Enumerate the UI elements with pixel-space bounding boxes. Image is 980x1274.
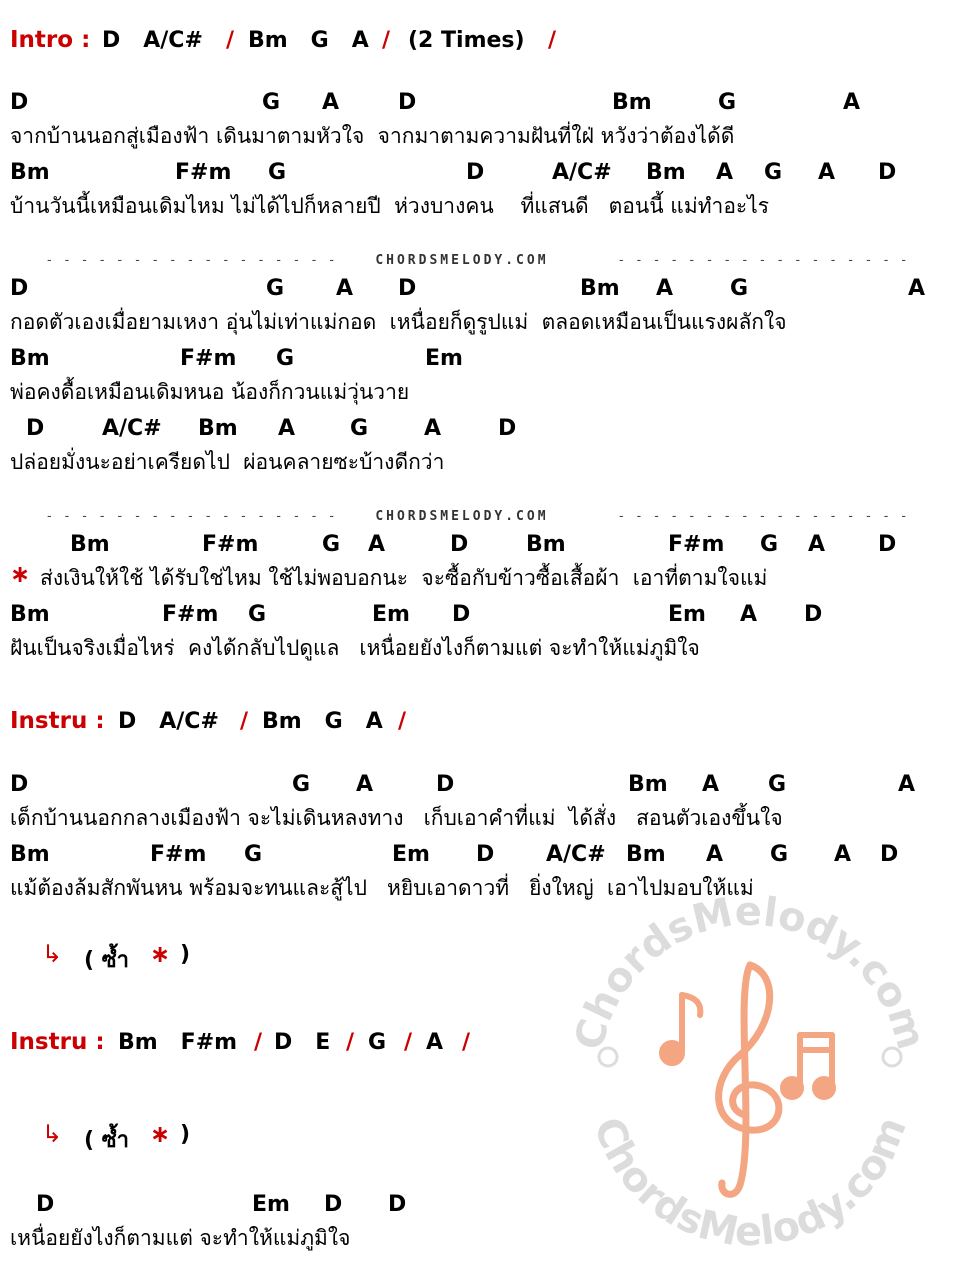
treble-clef-icon [719,965,779,1194]
lyric-line: ฝันเป็นจริงเมื่อไหร่ คงได้กลับไปดูแล เหนื่อยยังไงก็ตามแต่ จะทำให้แม่ภูมิใจ [10,636,700,660]
slash: / [226,28,235,53]
instru-chords-2: D E [274,1030,331,1055]
chord: A [336,276,354,301]
chord: Bm [580,276,620,301]
chord: A/C# [552,160,612,185]
double-note-icon [783,1035,833,1097]
intro-chords-2: Bm G A [248,28,369,53]
lyric-line: กอดตัวเองเมื่อยามเหงา อุ่นไม่เท่าแม่กอด เหนื่อยก็ดูรูปแม่ ตลอดเหมือนเป็นแรงผลักใจ [10,310,787,334]
separator-dashes: - - - - - - - - - - - - - - - - - [617,253,909,268]
chord: D [452,602,471,627]
intro-chords-1: D A/C# [102,28,203,53]
chord: A [424,416,442,441]
chord: D [804,602,823,627]
chord: Bm [70,532,110,557]
lyric-line: พ่อคงดื้อเหมือนเดิมหนอ น้องก็กวนแม่วุ่นวาย [10,380,410,404]
chorus-star-icon: ∗ [10,560,31,588]
watermark-text-top: ChordsMelody.com [566,888,935,1055]
repeat-close: ) [180,942,191,967]
chord: A [716,160,734,185]
slash: / [404,1030,413,1055]
chord: D [878,160,897,185]
chord: A [834,842,852,867]
chord: D [878,532,897,557]
return-arrow-icon: ↳ [42,1120,63,1148]
chord: A [908,276,926,301]
slash: / [548,28,557,53]
chord: D [450,532,469,557]
chord: A [818,160,836,185]
chord: Bm [628,772,668,797]
chord: G [292,772,311,797]
chord: D [398,90,417,115]
chord: F#m [202,532,259,557]
slash: / [398,709,407,734]
repeat-star-icon: ∗ [150,940,171,968]
lyric-line: เด็กบ้านนอกกลางเมืองฟ้า จะไม่เดินหลงทาง เก็บเอาคำที่แม่ ได้สั่ง สอนตัวเองขึ้นใจ [10,806,783,830]
chord: G [276,346,295,371]
chord: Bm [526,532,566,557]
chord: D [10,90,29,115]
chord: Bm [626,842,666,867]
chord: F#m [162,602,219,627]
chord: Em [425,346,463,371]
return-arrow-icon: ↳ [42,940,63,968]
chord: D [10,276,29,301]
watermark-text-bottom: ChordsMelody.com [584,1110,916,1256]
separator [10,494,337,539]
intro-times: (2 Times) [408,28,525,53]
lyric-line: บ้านวันนี้เหมือนเดิมไหม ไม่ได้ไปก็หลายปี ห่วงบางคน ที่แสนดี ตอนนี้ แม่ทำอะไร [10,194,770,218]
repeat-text: ( ซ้ำ [84,948,129,973]
instru-label: Instru : [10,1029,105,1055]
instru-chords-1: Bm F#m [118,1030,238,1055]
chord: G [770,842,789,867]
chord: A [898,772,916,797]
chord: D [466,160,485,185]
repeat-close: ) [180,1122,191,1147]
chord: A [368,532,386,557]
chord: F#m [180,346,237,371]
chord: A [322,90,340,115]
slash: / [462,1030,471,1055]
chord: G [760,532,779,557]
chord: Bm [10,842,50,867]
chord: G [322,532,341,557]
chord: A [702,772,720,797]
slash: / [346,1030,355,1055]
chord: G [244,842,263,867]
chord: D [498,416,517,441]
lyric-line: ปล่อยมั่งนะอย่าเครียดไป ผ่อนคลายซะบ้างดีกว่า [10,450,445,474]
chord: Em [668,602,706,627]
chord: Em [392,842,430,867]
chord: A [706,842,724,867]
instru-chords-3: G [368,1030,387,1055]
chord: Em [252,1192,290,1217]
slash: / [254,1030,263,1055]
music-note-icon [662,995,700,1063]
chord: D [880,842,899,867]
chord: F#m [175,160,232,185]
separator [582,494,909,539]
repeat-text: ( ซ้ำ [84,1128,129,1153]
chord: D [26,416,45,441]
chord: Em [372,602,410,627]
instru-chords-1: D A/C# [118,709,219,734]
chord: G [248,602,267,627]
chord: D [36,1192,55,1217]
chord: F#m [150,842,207,867]
lyric-line: เหนื่อยยังไงก็ตามแต่ จะทำให้แม่ภูมิใจ [10,1226,351,1250]
chord: D [10,772,29,797]
chord: G [266,276,285,301]
chord: D [476,842,495,867]
repeat-star-icon: ∗ [150,1120,171,1148]
instru-label: Instru : [10,708,105,734]
chord: G [768,772,787,797]
chord: A [740,602,758,627]
intro-label: Intro : [10,27,91,53]
separator-dashes: - - - - - - - - - - - - - - - - - [45,253,337,268]
chord: A/C# [546,842,606,867]
separator-dashes: - - - - - - - - - - - - - - - - - [617,509,909,524]
chord: A [278,416,296,441]
chord: Bm [198,416,238,441]
chord: A [843,90,861,115]
separator [10,238,337,283]
chord: G [350,416,369,441]
chord: G [718,90,737,115]
instru-chords-4: A [426,1030,444,1055]
chord: G [764,160,783,185]
chord: D [388,1192,407,1217]
chord: D [324,1192,343,1217]
chord: A/C# [102,416,162,441]
chord: Bm [10,160,50,185]
site-name: CHORDSMELODY.COM [375,509,549,524]
chord: G [730,276,749,301]
chord: D [436,772,455,797]
lyric-line: แม้ต้องล้มสักพันหน พร้อมจะทนและสู้ไป หยิบเอาดาวที่ ยิ่งใหญ่ เอาไปมอบให้แม่ [10,876,754,900]
slash: / [382,28,391,53]
lyric-line: จากบ้านนอกสู่เมืองฟ้า เดินมาตามหัวใจ จากมาตามความฝันที่ใฝ่ หวังว่าต้องได้ดี [10,124,735,148]
chord: Bm [10,346,50,371]
chord: A [356,772,374,797]
watermark-logo [560,885,940,1265]
site-name: CHORDSMELODY.COM [375,253,549,268]
chord: Bm [646,160,686,185]
chord: A [808,532,826,557]
chord: A [656,276,674,301]
separator-site [340,238,549,283]
chord: Bm [10,602,50,627]
lyric-line: ส่งเงินให้ใช้ ได้รับใช่ไหม ใช้ไม่พอบอกนะ จะซื้อกับข้าวซื้อเสื้อผ้า เอาที่ตามใจแม่ [40,566,768,590]
chord: G [262,90,281,115]
chord: Bm [612,90,652,115]
chord: F#m [668,532,725,557]
separator-dashes: - - - - - - - - - - - - - - - - - [45,509,337,524]
chord: G [268,160,287,185]
slash: / [240,709,249,734]
chord: D [398,276,417,301]
instru-chords-2: Bm G A [262,709,383,734]
